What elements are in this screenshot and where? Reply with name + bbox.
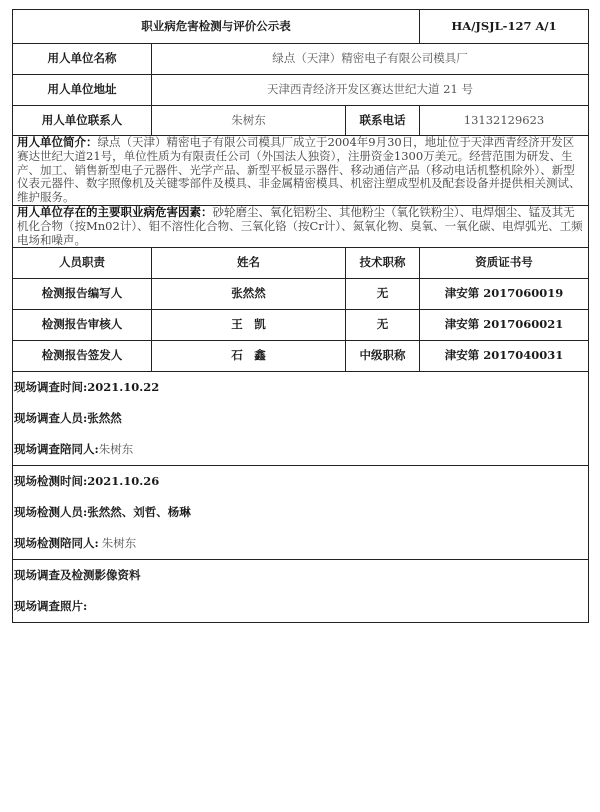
testing-companion-value: 朱树东	[101, 536, 137, 551]
disclosure-form-table	[12, 9, 589, 623]
testing-time-line	[14, 466, 587, 497]
images-row	[13, 560, 589, 623]
images-title: 现场调查及检测影像资料	[14, 568, 141, 583]
survey-staff-line	[14, 403, 587, 434]
testing-companion-label: 现场检测陪同人:	[14, 536, 99, 551]
hazards-text: 砂轮磨尘、氧化铝粉尘、其他粉尘（氧化铁粉尘）、电焊烟尘、锰及其无机化合物（按Mn02计）、钼不溶性化合物、三氧化铬（按Cr计）、氮氧化物、臭氧、一氧化碳、电焊弧光、工频电场和噪声。	[17, 204, 583, 247]
hazards-row	[13, 205, 589, 247]
images-cell	[13, 560, 589, 623]
phone-value: 13132129623	[420, 106, 589, 136]
phone-label: 联系电话	[346, 106, 420, 136]
contact-value: 朱树东	[152, 106, 346, 136]
testing-companion-line	[14, 528, 587, 559]
employer-contact-row	[13, 106, 589, 136]
employer-address-value: 天津西青经济开发区赛达世纪大道 21 号	[152, 75, 589, 106]
employer-name-value: 绿点（天津）精密电子有限公司模具厂	[152, 44, 589, 75]
personnel-row	[13, 310, 589, 341]
header-row	[13, 10, 589, 44]
personnel-name: 张然然	[152, 279, 346, 310]
survey-cell	[13, 372, 589, 466]
personnel-role: 检测报告审核人	[13, 310, 152, 341]
personnel-name: 石 鑫	[152, 341, 346, 372]
employer-name-label: 用人单位名称	[13, 44, 152, 75]
intro-row	[13, 136, 589, 206]
form-code: HA/JSJL-127 A/1	[420, 10, 589, 44]
intro-label: 用人单位简介：	[17, 135, 98, 149]
personnel-header-name: 姓名	[152, 248, 346, 279]
survey-row	[13, 372, 589, 466]
testing-time-value: 2021.10.26	[87, 474, 160, 489]
survey-time-line	[14, 372, 587, 403]
personnel-cert: 津安第 2017060021	[420, 310, 589, 341]
personnel-header-cert: 资质证书号	[420, 248, 589, 279]
contact-label: 用人单位联系人	[13, 106, 152, 136]
personnel-role: 检测报告编写人	[13, 279, 152, 310]
testing-staff-line	[14, 497, 587, 528]
survey-companion-value: 朱树东	[98, 442, 134, 457]
form-title: 职业病危害检测与评价公示表	[13, 10, 420, 44]
personnel-header-role: 人员职责	[13, 248, 152, 279]
personnel-title: 无	[346, 310, 420, 341]
personnel-title: 中级职称	[346, 341, 420, 372]
employer-address-row	[13, 75, 589, 106]
hazards-cell	[13, 205, 589, 247]
survey-time-value: 2021.10.22	[87, 380, 160, 395]
personnel-header-title: 技术职称	[346, 248, 420, 279]
hazards-label: 用人单位存在的主要职业病危害因素：	[17, 204, 213, 219]
testing-staff-value: 张然然、刘哲、杨琳	[87, 505, 191, 520]
survey-companion-label: 现场调查陪同人:	[14, 442, 99, 457]
intro-text: 绿点（天津）精密电子有限公司模具厂成立于2004年9月30日，地址位于天津西青经济开发区赛达世纪大道21号，单位性质为有限责任公司（外国法人独资），注册资金1300万美元。经营范围为研发、生产、加工、销售新型电子元器件、光学产品、新型平板显示器件、移动通信产品（移动电话机整机除外）、新型仪表元器件、数字照像机及关键零部件及模具、非金属精密模具、机密注塑成型机及配套设备并提供相关测试、维护服务。	[17, 135, 581, 205]
testing-time-label: 现场检测时间:	[14, 474, 88, 489]
survey-time-label: 现场调查时间:	[14, 380, 88, 395]
survey-staff-label: 现场调查人员:	[14, 411, 88, 426]
intro-cell	[13, 136, 589, 206]
personnel-cert: 津安第 2017060019	[420, 279, 589, 310]
personnel-role: 检测报告签发人	[13, 341, 152, 372]
personnel-row	[13, 279, 589, 310]
personnel-row	[13, 341, 589, 372]
employer-address-label: 用人单位地址	[13, 75, 152, 106]
testing-row	[13, 466, 589, 560]
survey-photos-label: 现场调查照片:	[14, 599, 88, 614]
survey-companion-line	[14, 434, 587, 465]
personnel-cert: 津安第 2017040031	[420, 341, 589, 372]
testing-cell	[13, 466, 589, 560]
personnel-name: 王 凯	[152, 310, 346, 341]
survey-staff-value: 张然然	[87, 411, 122, 426]
personnel-title: 无	[346, 279, 420, 310]
personnel-header-row	[13, 248, 589, 279]
employer-name-row	[13, 44, 589, 75]
testing-staff-label: 现场检测人员:	[14, 505, 88, 520]
